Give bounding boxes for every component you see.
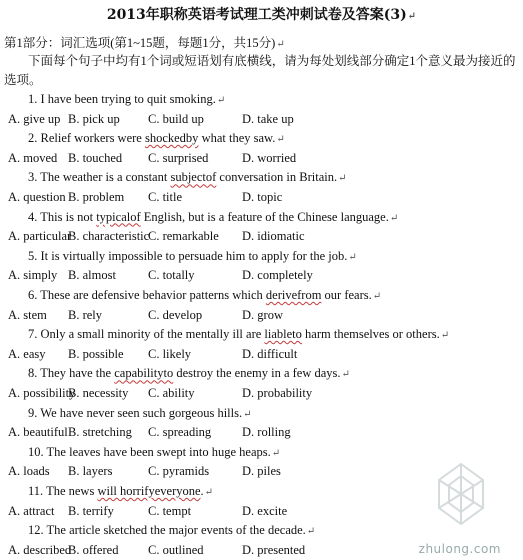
options-row (4, 308, 504, 324)
question-text: These are defensive behavior patterns which (40, 288, 266, 302)
option-d: D. probability (242, 385, 313, 400)
option-c: C. ability (148, 385, 195, 400)
paragraph-mark: ↵ (389, 212, 399, 224)
question-number: 4. (28, 209, 41, 224)
question-9 (28, 406, 252, 421)
option-d: D. excite (242, 503, 288, 518)
paragraph-mark: ↵ (306, 526, 316, 538)
question-number: 11. (28, 484, 47, 498)
question-text-tail: conversation in Britain. (216, 170, 338, 185)
part-heading-text: 第1部分：词汇选项(第1~15题，每题1分，共15分) (4, 36, 276, 50)
option-b: B. rely (68, 307, 103, 322)
option-b: B. layers (68, 464, 113, 479)
question-number: 3. (28, 170, 41, 185)
paragraph-mark: ↵ (276, 39, 285, 50)
paragraph-mark: ↵ (216, 95, 226, 106)
option-a: A. simply (8, 268, 58, 283)
options-row (4, 112, 504, 128)
option-a: A. described (8, 542, 72, 557)
option-d: D. take up (242, 111, 294, 126)
option-b: B. necessity (68, 385, 129, 400)
option-a: A. question (8, 189, 66, 204)
option-b: B. touched (68, 150, 123, 165)
question-number: 10. (28, 444, 47, 459)
question-keyword: derivefrom (265, 288, 322, 302)
paragraph-mark: ↵ (271, 447, 281, 459)
paragraph-mark: ↵ (276, 134, 285, 146)
option-b: B. stretching (68, 425, 132, 440)
question-keyword: will horrifyeveryone (97, 484, 201, 498)
question-text: I have been trying to quit smoking. (40, 92, 216, 106)
question-number: 2. (28, 131, 41, 146)
question-keyword: capabilityto (114, 366, 174, 381)
option-c: C. remarkable (148, 229, 219, 244)
question-text: Only a small minority of the mentally ill are (40, 327, 265, 342)
question-text: It is virtually impossible to persuade him to apply for the job. (40, 248, 348, 263)
option-c: C. title (148, 189, 183, 204)
option-b: B. characteristic (68, 229, 150, 244)
question-5 (28, 249, 357, 264)
option-c: C. surprised (148, 150, 209, 165)
question-keyword: shockedby (144, 131, 199, 146)
options-row (4, 151, 504, 167)
option-a: A. stem (8, 307, 47, 322)
option-d: D. completely (242, 268, 313, 283)
question-4 (28, 210, 398, 225)
option-d: D. piles (242, 464, 281, 479)
paragraph-mark: ↵ (372, 291, 382, 302)
question-number: 8. (28, 366, 41, 381)
question-number: 5. (28, 248, 41, 263)
option-c: C. develop (148, 307, 203, 322)
question-number: 1. (28, 92, 41, 106)
watermark-logo-icon (411, 460, 511, 540)
paragraph-mark: ↵ (348, 251, 357, 263)
option-a: A. moved (8, 150, 58, 165)
option-d: D. difficult (242, 346, 298, 361)
question-1 (28, 92, 225, 107)
question-text: The weather is a constant (40, 170, 171, 185)
paragraph-mark: ↵ (204, 487, 214, 498)
option-c: C. build up (148, 111, 204, 126)
option-a: A. beautiful (8, 425, 68, 440)
paragraph-mark: ↵ (338, 173, 347, 185)
option-a: A. attract (8, 503, 55, 518)
option-a: A. particular (8, 229, 72, 244)
question-number: 9. (28, 405, 41, 420)
title-text: 2013年职称英语考试理工类冲刺试卷及答案(3) (106, 7, 407, 23)
option-c: C. likely (148, 346, 192, 361)
paragraph-mark: ↵ (407, 11, 417, 22)
question-12 (28, 523, 315, 538)
option-c: C. totally (148, 268, 195, 283)
question-text: We have never seen such gorgeous hills. (40, 405, 243, 420)
question-text: The leaves have been swept into huge heaps. (46, 444, 271, 459)
option-d: D. presented (242, 542, 306, 557)
question-text: This is not (40, 209, 97, 224)
paragraph-mark: ↵ (440, 330, 450, 342)
question-text-tail: what they saw. (198, 131, 276, 146)
paragraph-mark: ↵ (243, 408, 252, 420)
option-d: D. rolling (242, 425, 291, 440)
question-number: 12. (28, 523, 47, 538)
question-text-tail: our fears. (321, 288, 372, 302)
option-c: C. outlined (148, 542, 204, 557)
question-text: Relief workers were (40, 131, 145, 146)
option-c: C. spreading (148, 425, 212, 440)
question-10 (28, 445, 280, 460)
question-number: 7. (28, 327, 41, 342)
option-d: D. topic (242, 189, 283, 204)
question-text-tail: . (200, 484, 204, 498)
question-3 (28, 170, 346, 185)
option-a: A. easy (8, 346, 46, 361)
question-text-tail: harm themselves or others. (301, 327, 440, 342)
question-11 (28, 484, 213, 499)
instructions: 下面每个句子中均有1个词或短语划有底横线，请为每处划线部分确定1个意义最为接近的选项。 (4, 54, 516, 87)
question-6 (28, 288, 381, 303)
question-keyword: subjectof (170, 170, 217, 185)
question-text: The news (46, 484, 98, 498)
question-text: They have the (40, 366, 115, 381)
option-b: B. almost (68, 268, 116, 283)
option-c: C. tempt (148, 503, 192, 518)
options-row (4, 268, 504, 284)
watermark-text: zhulong.com (418, 542, 501, 556)
option-a: A. loads (8, 464, 50, 479)
question-text-tail: destroy the enemy in a few days. (173, 366, 341, 381)
option-b: B. possible (68, 346, 124, 361)
question-text: The article sketched the major events of the decade. (46, 523, 306, 538)
option-d: D. worried (242, 150, 297, 165)
options-row (4, 386, 504, 402)
question-keyword: liableto (264, 327, 302, 342)
option-b: B. offered (68, 542, 119, 557)
options-row (4, 229, 504, 245)
option-d: D. grow (242, 307, 283, 322)
option-b: B. pick up (68, 111, 120, 126)
option-c: C. pyramids (148, 464, 210, 479)
option-b: B. problem (68, 189, 125, 204)
question-keyword: typicalof (96, 209, 141, 224)
option-a: A. possibility (8, 385, 76, 400)
option-d: D. idiomatic (242, 229, 305, 244)
question-8 (28, 366, 350, 381)
question-number: 6. (28, 288, 41, 302)
question-2 (28, 131, 285, 146)
option-b: B. terrify (68, 503, 114, 518)
question-7 (28, 327, 449, 342)
part-heading (4, 33, 285, 51)
document-title (0, 4, 523, 24)
question-text-tail: English, but is a feature of the Chinese language. (140, 209, 389, 224)
option-a: A. give up (8, 111, 61, 126)
options-row (4, 425, 504, 441)
paragraph-mark: ↵ (341, 369, 350, 381)
options-row (4, 347, 504, 363)
options-row (4, 190, 504, 206)
